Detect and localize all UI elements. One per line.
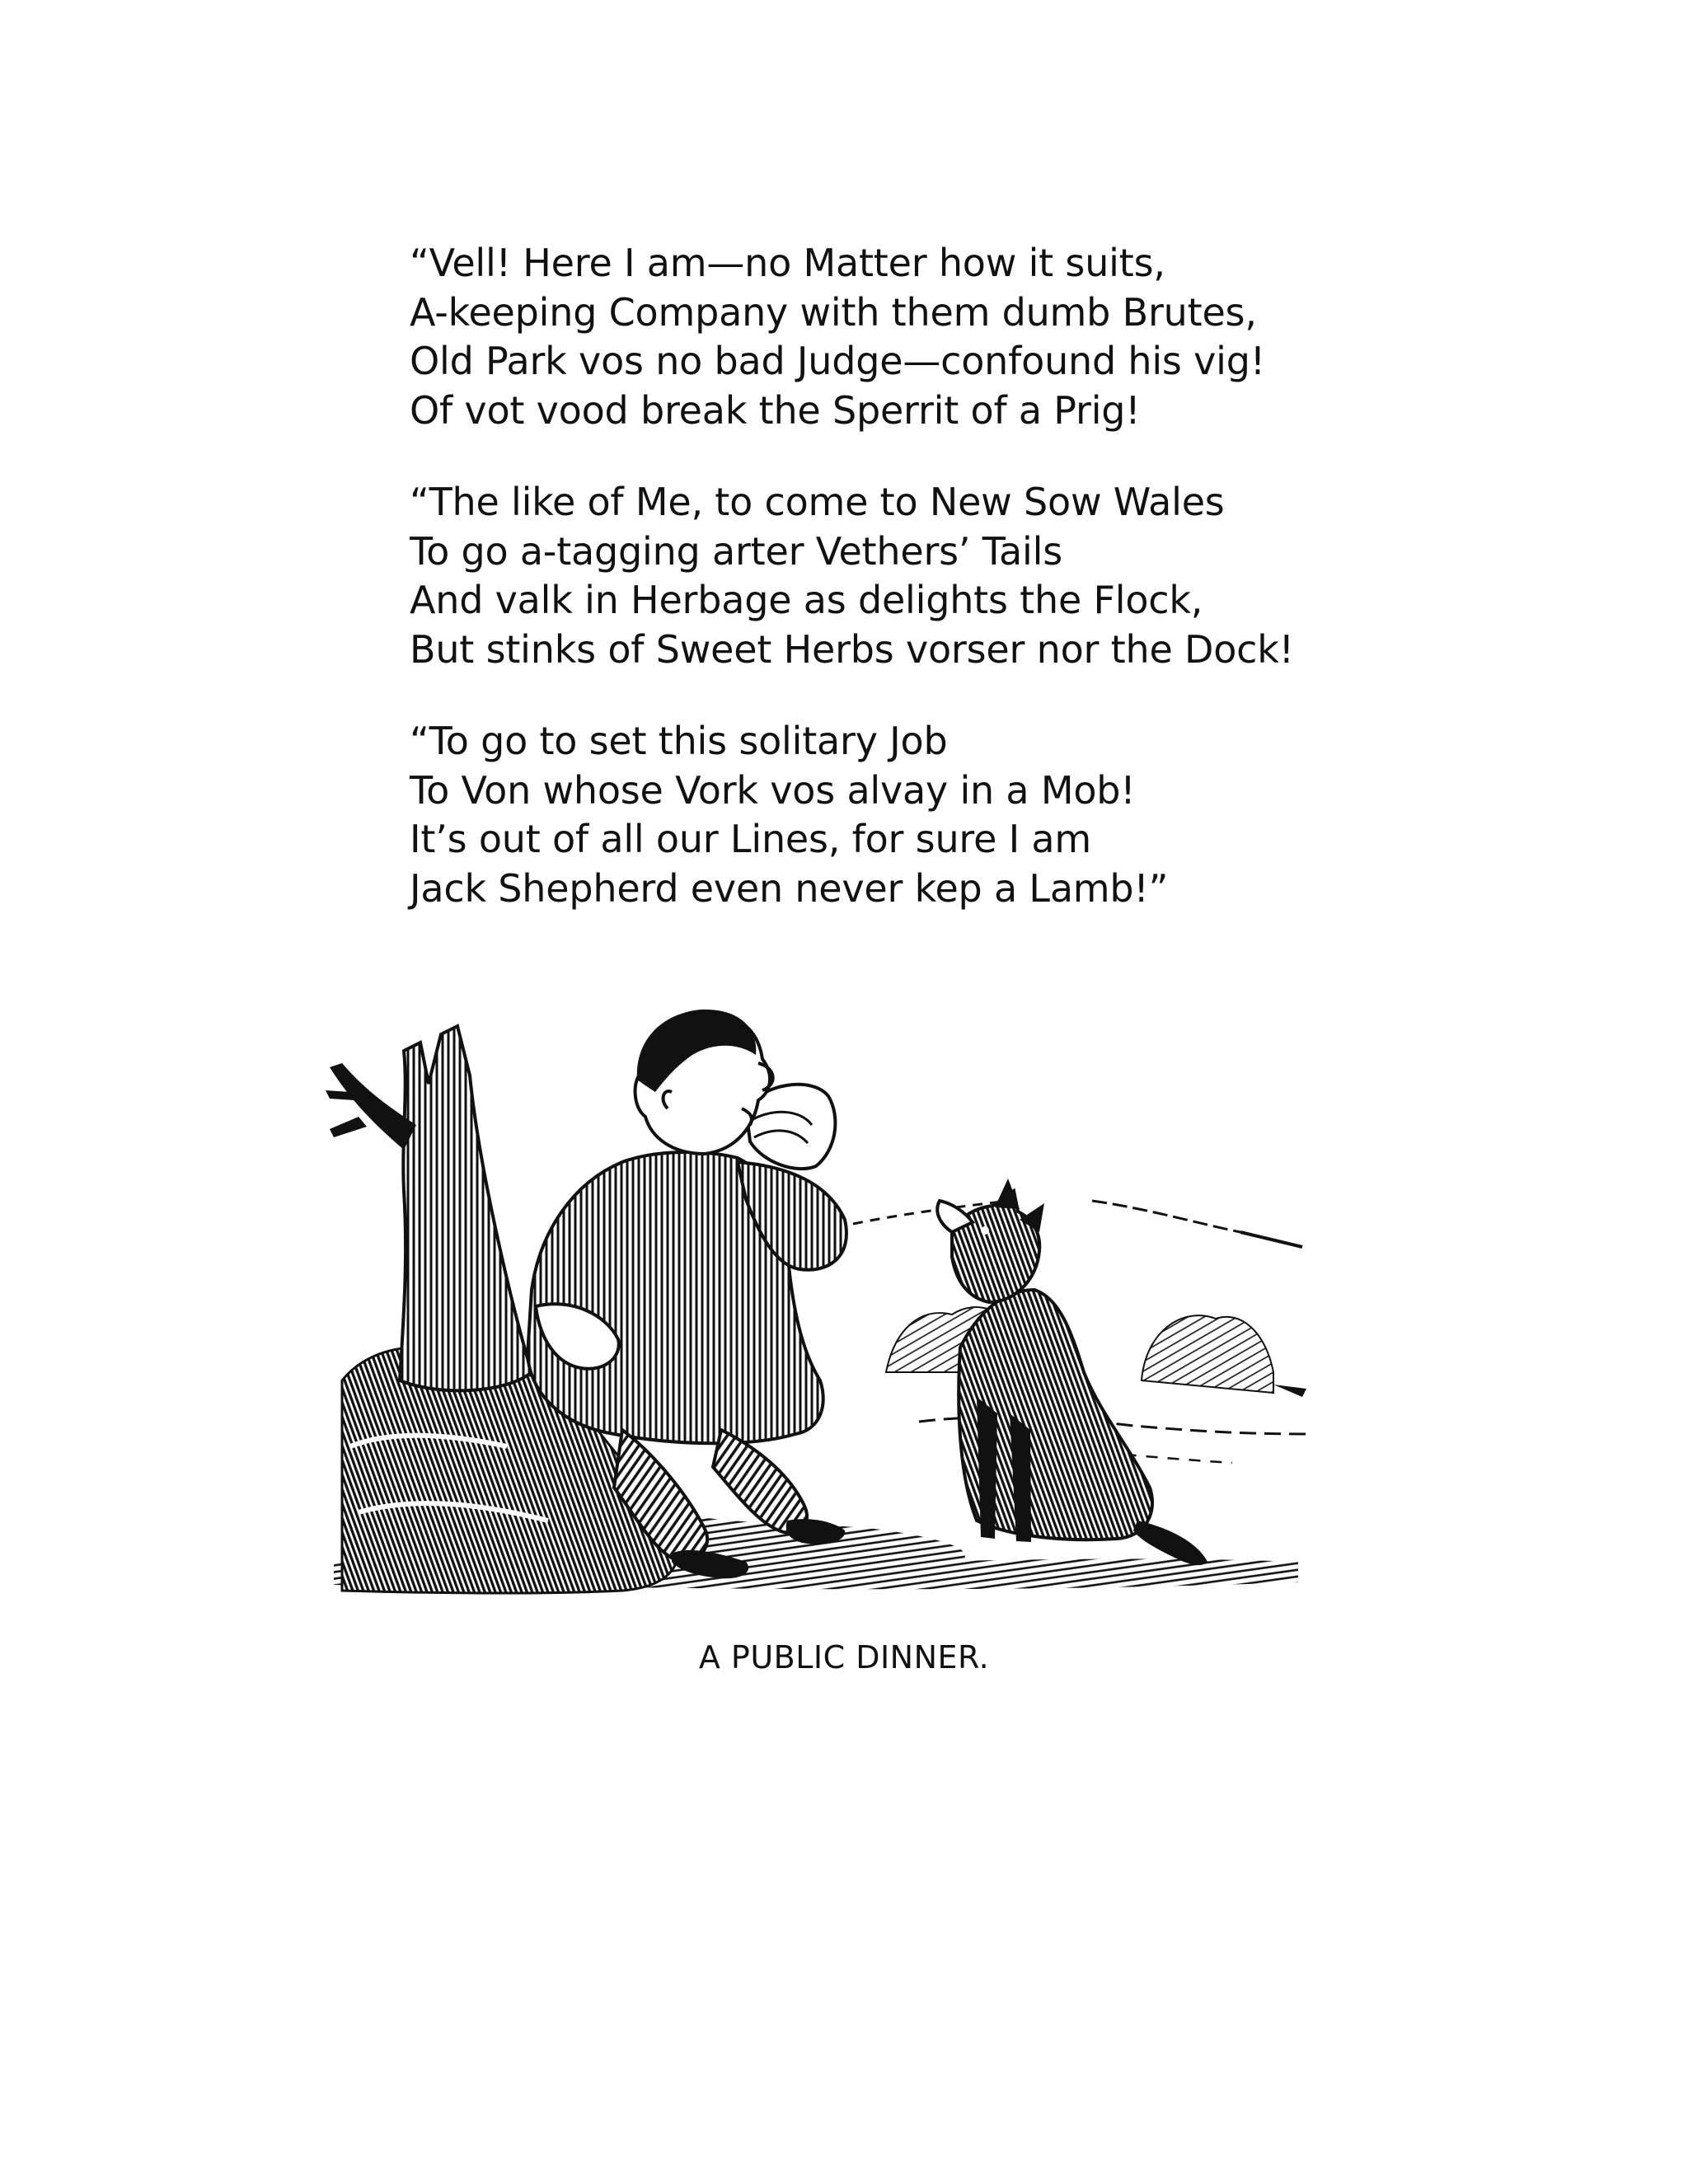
stanza-3 (410, 717, 1440, 913)
poem-line: Of vot vood break the Sperrit of a Prig! (410, 387, 1141, 433)
poem (410, 239, 1440, 956)
poem-line: “Vell! Here I am—no Matter how it suits, (410, 241, 1165, 285)
poem-line: It’s out of all our Lines, for sure I am (410, 817, 1092, 861)
poem-line: Old Park vos no bad Judge—confound his vig! (410, 339, 1265, 383)
hill-lines (853, 1201, 1302, 1247)
engraving-svg (326, 985, 1356, 1603)
poem-line: “To go to set this solitary Job (410, 719, 948, 763)
poem-line: A-keeping Company with them dumb Brutes, (410, 289, 1257, 335)
poem-line: Jack Shepherd even never kep a Lamb!” (410, 865, 1169, 911)
poem-line: But stinks of Sweet Herbs vorser nor the Dock! (410, 626, 1294, 672)
stanza-1 (410, 239, 1440, 435)
illustration-caption: A PUBLIC DINNER. (698, 1639, 990, 1675)
stanza-2 (410, 478, 1440, 674)
engraving-illustration (326, 985, 1356, 1603)
poem-line: To go a-tagging arter Vethers’ Tails (410, 528, 1062, 574)
background-shrubs (886, 1307, 1306, 1397)
poem-line: “The like of Me, to come to New Sow Wales (410, 480, 1225, 524)
poem-line: To Von whose Vork vos alvay in a Mob! (410, 767, 1136, 813)
tree-stump (326, 1026, 532, 1390)
poem-line: And valk in Herbage as delights the Flock, (410, 578, 1203, 622)
